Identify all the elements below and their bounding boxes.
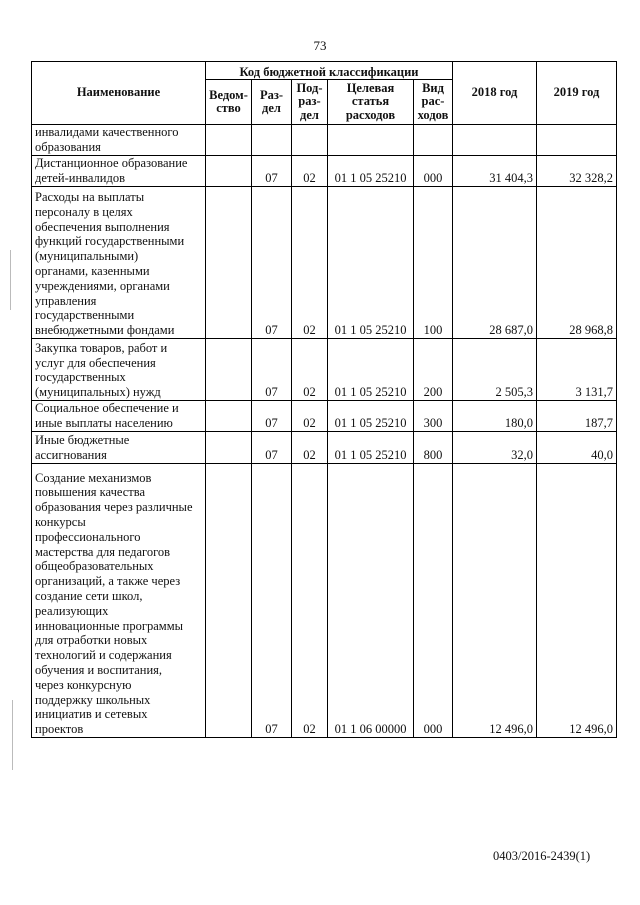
row-type: 000 [414,156,453,187]
row-subsection: 02 [292,187,328,339]
row-type [414,125,453,156]
row-department [206,339,252,401]
row-department [206,464,252,738]
header-subsection: Под- раз- дел [292,80,328,125]
row-2018: 12 496,0 [453,464,537,738]
row-type: 000 [414,464,453,738]
row-2018 [453,125,537,156]
row-subsection: 02 [292,432,328,464]
budget-table [31,61,617,738]
page-number: 73 [313,38,327,53]
row-subsection: 02 [292,401,328,432]
row-department [206,156,252,187]
row-section: 07 [252,432,292,464]
row-target: 01 1 05 25210 [328,432,414,464]
table-row [32,464,617,738]
row-type: 300 [414,401,453,432]
row-subsection: 02 [292,464,328,738]
row-section: 07 [252,401,292,432]
row-section: 07 [252,464,292,738]
row-name: Расходы на выплаты персоналу в целях обеспечения выполнения функций государственными (муниципальными) органами, казенными учреждениями, органами управления государственными внебюджетными фондами [32,187,206,339]
row-2019: 3 131,7 [537,339,617,401]
header-2018: 2018 год [453,62,537,125]
table-row [32,125,617,156]
row-section: 07 [252,187,292,339]
header-section: Раз- дел [252,80,292,125]
row-name: Социальное обеспечение и иные выплаты населению [32,401,206,432]
row-target [328,125,414,156]
row-2019: 32 328,2 [537,156,617,187]
row-2018: 2 505,3 [453,339,537,401]
row-target: 01 1 05 25210 [328,187,414,339]
row-2018: 28 687,0 [453,187,537,339]
header-2019: 2019 год [537,62,617,125]
header-budget-code: Код бюджетной классификации [206,62,453,80]
row-section: 07 [252,339,292,401]
row-subsection: 02 [292,156,328,187]
document-code: 0403/2016-2439(1) [493,849,591,863]
table-row [32,432,617,464]
row-department [206,401,252,432]
row-subsection: 02 [292,339,328,401]
row-name: Создание механизмов повышения качества образования через различные конкурсы профессионального мастерства для педагогов общеобразовательных организаций, а также через создание сети школ, реализующих инновационные программы для отработки новых технологий и содержания обучения и воспитания, через конкурсную поддержку школьных инициатив и сетевых проектов [32,464,206,738]
table-row [32,187,617,339]
row-department [206,432,252,464]
table-row [32,401,617,432]
row-target: 01 1 05 25210 [328,339,414,401]
row-department [206,125,252,156]
row-2019: 40,0 [537,432,617,464]
row-name: инвалидами качественного образования [32,125,206,156]
row-subsection [292,125,328,156]
row-2018: 32,0 [453,432,537,464]
row-name: Дистанционное образование детей-инвалидов [32,156,206,187]
header-target-item: Целевая статья расходов [328,80,414,125]
row-2018: 180,0 [453,401,537,432]
row-target: 01 1 05 25210 [328,156,414,187]
header-department: Ведом- ство [206,80,252,125]
row-2019: 28 968,8 [537,187,617,339]
row-type: 100 [414,187,453,339]
row-2019: 12 496,0 [537,464,617,738]
row-name: Иные бюджетные ассигнования [32,432,206,464]
row-name: Закупка товаров, работ и услуг для обеспечения государственных (муниципальных) нужд [32,339,206,401]
row-2018: 31 404,3 [453,156,537,187]
row-target: 01 1 06 00000 [328,464,414,738]
row-2019: 187,7 [537,401,617,432]
row-section [252,125,292,156]
row-type: 200 [414,339,453,401]
row-type: 800 [414,432,453,464]
header-expense-type: Вид рас- ходов [414,80,453,125]
scan-artifact [10,250,11,310]
row-department [206,187,252,339]
table-row [32,156,617,187]
row-section: 07 [252,156,292,187]
table-row [32,339,617,401]
row-target: 01 1 05 25210 [328,401,414,432]
header-name: Наименование [32,62,206,125]
row-2019 [537,125,617,156]
scan-artifact [12,700,13,770]
